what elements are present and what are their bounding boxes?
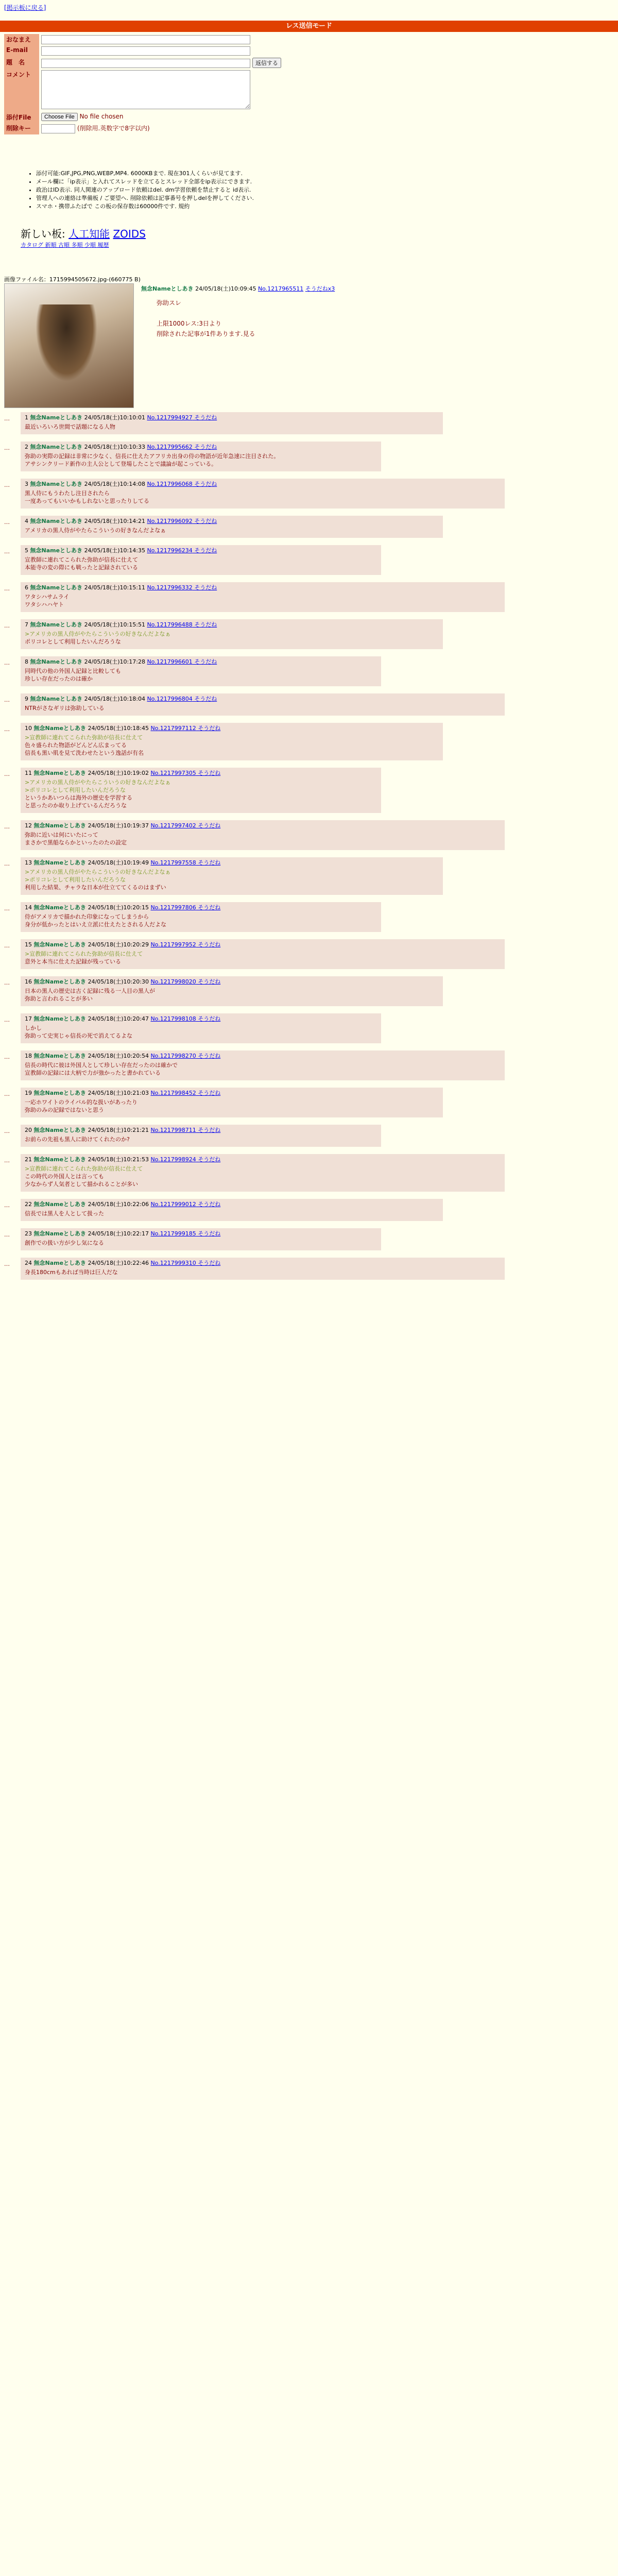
reply-post	[21, 902, 381, 932]
reply-number[interactable]: No.1217997558	[150, 859, 196, 866]
post-form	[4, 34, 396, 134]
reply-line: というかあいつらは海外の歴史を学習する	[25, 794, 132, 801]
sodane-button[interactable]: そうだね	[196, 978, 221, 985]
reply-number[interactable]: No.1217997806	[150, 904, 196, 911]
reply-date: 24/05/18(土)10:20:15	[88, 904, 151, 911]
reply-post	[21, 442, 381, 471]
reply-line: 信長では黒人を人として扱った	[25, 1210, 104, 1217]
op-name: 無念Nameとしあき	[141, 285, 194, 292]
reply-name: 無念Nameとしあき	[30, 584, 83, 591]
reply-name: 無念Nameとしあき	[30, 518, 83, 524]
reply-index: 7	[25, 621, 30, 628]
subject-input[interactable]	[41, 59, 250, 68]
reply-number[interactable]: No.1217996804	[147, 696, 193, 702]
reply-marker: …	[4, 445, 10, 451]
reply-post	[21, 516, 443, 538]
sodane-button[interactable]: そうだね	[192, 481, 217, 487]
reply-name: 無念Nameとしあき	[33, 1260, 87, 1266]
op-file-info: 画像ファイル名：1715994505672.jpg-(660775 B)	[4, 276, 141, 283]
reply-marker: …	[4, 942, 10, 949]
delkey-input[interactable]	[41, 124, 75, 133]
reply-date: 24/05/18(土)10:15:51	[84, 621, 147, 628]
reply-line: >アメリカの黒人侍がやたらこういうの好きなんだよなぁ	[25, 779, 171, 786]
reply-line: 身分が低かったとはいえ立派に仕えたとされる人だよな	[25, 921, 166, 928]
reply-marker: …	[4, 622, 10, 629]
reply-date: 24/05/18(土)10:21:53	[88, 1156, 151, 1163]
reply-date: 24/05/18(土)10:22:46	[88, 1260, 151, 1266]
reply-index: 12	[25, 822, 34, 829]
sodane-button[interactable]: そうだね	[196, 1015, 221, 1022]
reply-line: >宣教師に連れてこられた弥助が信長に仕えて	[25, 734, 143, 741]
reply-number[interactable]: No.1217999310	[150, 1260, 196, 1266]
mode-bar: レス送信モード	[0, 21, 618, 32]
reply-line: >ポリコレとして利用したいんだろうな	[25, 787, 126, 793]
comment-label: コメント	[4, 69, 39, 112]
op-line: 上限1000レス:3日より	[157, 320, 221, 327]
reply-date: 24/05/18(土)10:20:30	[88, 978, 151, 985]
reply-line: アサシンクリード新作の主人公として登場したことで議論が起こっている。	[25, 461, 217, 467]
reply-index: 5	[25, 547, 30, 554]
sodane-button[interactable]: そうだね	[196, 859, 221, 866]
reply-post	[21, 1258, 505, 1280]
reply-number[interactable]: No.1217996068	[147, 481, 193, 487]
op-line: 弥助スレ	[157, 299, 182, 307]
news-link-ai[interactable]: 人工知能	[68, 228, 110, 240]
reply-line: >アメリカの黒人侍がやたらこういうの好きなんだよなぁ	[25, 631, 171, 637]
reply-index: 13	[25, 859, 34, 866]
reply-name: 無念Nameとしあき	[33, 822, 87, 829]
reply-line: ワタシハサムライ	[25, 594, 70, 600]
op-date: 24/05/18(土)10:09:45	[195, 285, 256, 292]
reply-index: 22	[25, 1201, 34, 1208]
reply-number[interactable]: No.1217997952	[150, 941, 196, 948]
reply-index: 2	[25, 444, 30, 450]
reply-marker: …	[4, 860, 10, 867]
reply-marker: …	[4, 1261, 10, 1267]
sodane-button[interactable]: そうだね	[196, 770, 221, 776]
reply-number[interactable]: No.1217998020	[150, 978, 196, 985]
reply-line: 弥助に近いは何にいたにって	[25, 832, 98, 838]
op-line	[157, 308, 255, 318]
sodane-button[interactable]: そうだね	[192, 547, 217, 554]
op-number[interactable]: No.1217965511	[258, 285, 304, 292]
reply-date: 24/05/18(土)10:19:37	[88, 822, 151, 829]
reply-date: 24/05/18(土)10:10:33	[84, 444, 147, 450]
comment-textarea[interactable]	[41, 70, 250, 109]
reply-date: 24/05/18(土)10:20:54	[88, 1053, 151, 1059]
reply-name: 無念Nameとしあき	[33, 725, 87, 732]
reply-index: 8	[25, 658, 30, 665]
sodane-button[interactable]: そうだね	[196, 904, 221, 911]
subject-label: 題 名	[4, 57, 39, 69]
reply-line: 一応ホワイトのライバル的な扱いがあったり	[25, 1099, 138, 1106]
reply-name: 無念Nameとしあき	[33, 1127, 87, 1133]
reply-post	[21, 582, 505, 612]
reply-marker: …	[4, 979, 10, 986]
reply-index: 15	[25, 941, 34, 948]
reply-number[interactable]: No.1217998924	[150, 1156, 196, 1163]
sodane-button[interactable]: そうだね	[196, 1260, 221, 1266]
reply-name: 無念Nameとしあき	[33, 1201, 87, 1208]
reply-name: 無念Nameとしあき	[33, 1053, 87, 1059]
reply-line: アメリカの黒人侍がやたらこういうの好きなんだよなぁ	[25, 527, 166, 534]
sodane-button[interactable]: そうだね	[192, 658, 217, 665]
reply-number[interactable]: No.1217994927	[147, 414, 193, 421]
sodane-button[interactable]: そうだね	[192, 518, 217, 524]
reply-post	[21, 939, 505, 969]
reply-name: 無念Nameとしあき	[33, 1156, 87, 1163]
reply-marker: …	[4, 697, 10, 703]
reply-marker: …	[4, 1091, 10, 1097]
reply-line: 利用した結果、チャラな日本が仕立ててくるのはまずい	[25, 884, 166, 891]
reply-line: 弥助と言われることが多い	[25, 995, 93, 1002]
reply-post	[21, 1199, 443, 1221]
reply-line: ポリコレとして利用したいんだろうな	[25, 638, 121, 645]
sodane-button[interactable]: そうだね	[192, 584, 217, 591]
reply-name: 無念Nameとしあき	[33, 859, 87, 866]
reply-line: 弥助のみの記録ではないと思う	[25, 1107, 104, 1113]
reply-post	[21, 412, 443, 434]
email-input[interactable]	[41, 46, 250, 56]
reply-number[interactable]: No.1217996234	[147, 547, 193, 554]
sodane-button[interactable]: そうだね	[196, 725, 221, 732]
reply-line: 黒人侍にもうわたし注目されたら	[25, 490, 110, 497]
reply-post	[21, 656, 381, 686]
reply-line: 信長の時代に彼は外国人として珍しい存在だったのは確かで	[25, 1062, 178, 1069]
name-input[interactable]	[41, 35, 250, 44]
reply-marker: …	[4, 585, 10, 592]
reply-marker: …	[4, 1128, 10, 1134]
reply-index: 18	[25, 1053, 34, 1059]
reply-post	[21, 1125, 381, 1147]
rule-item: • 添付可能:GIF,JPG,PNG,WEBP,MP4. 6000KBまで. 現在301人くらいが見てます.	[36, 170, 254, 178]
submit-button[interactable]: 返信する	[252, 58, 281, 68]
email-label: E-mail	[4, 45, 39, 57]
reply-index: 20	[25, 1127, 34, 1133]
reply-marker: …	[4, 1202, 10, 1209]
reply-line: 弥助の実際の記録は非常に少なく、信長に仕えたアフリカ出身の侍の物語が近年急速に注目された。	[25, 453, 280, 460]
reply-post	[21, 693, 505, 716]
op-meta	[141, 284, 335, 293]
reply-post	[21, 723, 443, 760]
news-link-zoids[interactable]: ZOIDS	[113, 228, 146, 240]
reply-marker: …	[4, 1157, 10, 1164]
reply-name: 無念Nameとしあき	[33, 1015, 87, 1022]
reply-line: >ポリコレとして利用したいんだろうな	[25, 876, 126, 883]
reply-index: 9	[25, 696, 30, 702]
reply-marker: …	[4, 482, 10, 488]
reply-line: 弥助って史実じゃ信長の死で消えてるよな	[25, 1032, 132, 1039]
reply-name: 無念Nameとしあき	[33, 941, 87, 948]
catalog-links[interactable]: カタログ 新順 古順 多順 少順 履歴	[21, 242, 109, 248]
reply-name: 無念Nameとしあき	[30, 621, 83, 628]
reply-line: 珍しい存在だったのは確か	[25, 675, 93, 682]
reply-post	[21, 976, 443, 1006]
sodane-button[interactable]: そうだね	[196, 1156, 221, 1163]
reply-number[interactable]: No.1217998270	[150, 1053, 196, 1059]
reply-marker: …	[4, 771, 10, 777]
reply-date: 24/05/18(土)10:10:01	[84, 414, 147, 421]
reply-marker: …	[4, 905, 10, 912]
reply-index: 3	[25, 481, 30, 487]
reply-date: 24/05/18(土)10:14:21	[84, 518, 147, 524]
reply-date: 24/05/18(土)10:17:28	[84, 658, 147, 665]
reply-index: 10	[25, 725, 34, 732]
name-label: おなまえ	[4, 34, 39, 45]
reply-index: 17	[25, 1015, 34, 1022]
reply-line: 創作での扱い方が少し気になる	[25, 1240, 104, 1246]
reply-line: >宣教師に連れてこられた弥助が信長に仕えて	[25, 951, 143, 957]
reply-number[interactable]: No.1217995662	[147, 444, 193, 450]
reply-number[interactable]: No.1217997305	[150, 770, 196, 776]
reply-line: 意外と本当に仕えた記録が残っている	[25, 958, 121, 965]
reply-date: 24/05/18(土)10:22:17	[88, 1230, 151, 1237]
delkey-label: 削除キー	[4, 123, 39, 134]
reply-date: 24/05/18(土)10:21:03	[88, 1090, 151, 1096]
sodane-button[interactable]: そうだね	[196, 822, 221, 829]
reply-index: 21	[25, 1156, 34, 1163]
reply-post	[21, 857, 443, 895]
reply-line: >宣教師に連れてこられた弥助が信長に仕えて	[25, 1165, 143, 1172]
reply-line: 身長180cmもあれば当時は巨人だな	[25, 1269, 118, 1276]
reply-marker: …	[4, 823, 10, 830]
reply-name: 無念Nameとしあき	[33, 904, 87, 911]
reply-name: 無念Nameとしあき	[30, 444, 83, 450]
reply-date: 24/05/18(土)10:19:49	[88, 859, 151, 866]
delkey-note: (削除用.英数字で8字以内)	[77, 125, 150, 132]
reply-name: 無念Nameとしあき	[33, 1230, 87, 1237]
reply-name: 無念Nameとしあき	[33, 1090, 87, 1096]
reply-number[interactable]: No.1217996601	[147, 658, 193, 665]
reply-index: 16	[25, 978, 34, 985]
reply-post	[21, 768, 381, 813]
reply-line: 宣教師に連れてこられた弥助が信長に仕えて	[25, 556, 138, 563]
reply-index: 23	[25, 1230, 34, 1237]
reply-line: 最近いろいろ世間で話題になる人物	[25, 423, 115, 430]
sodane-button[interactable]: そうだね	[196, 1127, 221, 1133]
op-body	[157, 298, 255, 339]
board-rules	[15, 170, 254, 211]
rule-item: • メール欄に「ip表示」と入れてスレッドを立てるとスレッド全部をip表示にできます.	[36, 178, 254, 186]
reply-name: 無念Nameとしあき	[30, 481, 83, 487]
reply-number[interactable]: No.1217998108	[150, 1015, 196, 1022]
op-image[interactable]	[4, 283, 134, 408]
sodane-button[interactable]: そうだね	[192, 621, 217, 628]
reply-post	[21, 619, 443, 649]
reply-line: 信長も黒い肌を見て洗わせたという逸話が有名	[25, 750, 144, 756]
reply-post	[21, 1013, 381, 1043]
sodane-button[interactable]: そうだね	[196, 1230, 221, 1237]
reply-line: お前らの先祖も黒人に助けてくれたのか?	[25, 1136, 130, 1143]
reply-marker: …	[4, 659, 10, 666]
op-sodane[interactable]: そうだねx3	[305, 285, 335, 292]
reply-line: この時代の外国人とは言っても	[25, 1173, 104, 1180]
reply-marker: …	[4, 1231, 10, 1238]
op-line: 削除された記事が1件あります.見る	[157, 330, 255, 337]
reply-index: 1	[25, 414, 30, 421]
reply-line: >アメリカの黒人侍がやたらこういうの好きなんだよなぁ	[25, 869, 171, 875]
reply-number[interactable]: No.1217996092	[147, 518, 193, 524]
reply-post	[21, 1154, 505, 1192]
reply-date: 24/05/18(土)10:22:06	[88, 1201, 151, 1208]
reply-date: 24/05/18(土)10:19:02	[88, 770, 151, 776]
reply-date: 24/05/18(土)10:18:45	[88, 725, 151, 732]
sodane-button[interactable]: そうだね	[196, 1053, 221, 1059]
reply-index: 19	[25, 1090, 34, 1096]
reply-marker: …	[4, 415, 10, 422]
reply-marker: …	[4, 519, 10, 526]
reply-line: ワタシハハヤト	[25, 601, 64, 608]
reply-date: 24/05/18(土)10:20:47	[88, 1015, 151, 1022]
reply-index: 6	[25, 584, 30, 591]
reply-post	[21, 1088, 443, 1117]
op-post	[4, 275, 614, 337]
reply-date: 24/05/18(土)10:18:04	[84, 696, 147, 702]
reply-line: 宣教師の記録には大柄で力が強かったと書かれている	[25, 1070, 161, 1076]
sodane-button[interactable]: そうだね	[192, 414, 217, 421]
reply-line: NTRがさなギリは弥助している	[25, 705, 105, 711]
reply-number[interactable]: No.1217997112	[150, 725, 196, 732]
reply-number[interactable]: No.1217997402	[150, 822, 196, 829]
file-status: No file chosen	[79, 113, 124, 120]
reply-name: 無念Nameとしあき	[30, 547, 83, 554]
sodane-button[interactable]: そうだね	[192, 696, 217, 702]
reply-name: 無念Nameとしあき	[30, 658, 83, 665]
reply-line: まさかで黒船ならかといったのたの設定	[25, 839, 127, 846]
back-to-board-link[interactable]: [掲示板に戻る]	[4, 4, 46, 11]
reply-line: 一度あってもいいかもしれないと思ったりしてる	[25, 498, 149, 504]
reply-number[interactable]: No.1217998711	[150, 1127, 196, 1133]
reply-line: 少なからず人気者として描かれることが多い	[25, 1181, 138, 1188]
rule-item: • 管理人への連絡は準備板 / ご要望へ. 削除依頼は記事番号を押しdelを押してください.	[36, 194, 254, 202]
reply-marker: …	[4, 1016, 10, 1023]
choose-file-button[interactable]: Choose File	[41, 113, 78, 121]
reply-number[interactable]: No.1217999185	[150, 1230, 196, 1237]
reply-line: と思ったのか取り上げているんだろうな	[25, 802, 127, 809]
reply-post	[21, 820, 505, 850]
file-label: 添付File	[4, 112, 39, 123]
reply-name: 無念Nameとしあき	[30, 696, 83, 702]
rule-item: • スマホ・携帯ふたばで この板の保存数は60000件です. 規約	[36, 202, 254, 211]
reply-name: 無念Nameとしあき	[33, 978, 87, 985]
reply-date: 24/05/18(土)10:14:35	[84, 547, 147, 554]
reply-line: 侍がアメリカで描かれた印象になってしまうから	[25, 913, 149, 920]
reply-name: 無念Nameとしあき	[33, 770, 87, 776]
reply-line: 同時代の他の外国人記録と比較しても	[25, 668, 121, 674]
sodane-button[interactable]: そうだね	[192, 444, 217, 450]
reply-date: 24/05/18(土)10:15:11	[84, 584, 147, 591]
reply-line: 日本の黒人の歴史は古く記録に残る一人目の黒人が	[25, 988, 155, 994]
reply-index: 24	[25, 1260, 34, 1266]
reply-line: 本能寺の変の際にも戦ったと記録されている	[25, 564, 138, 571]
reply-number[interactable]: No.1217999012	[150, 1201, 196, 1208]
reply-marker: …	[4, 1054, 10, 1060]
reply-number[interactable]: No.1217996488	[147, 621, 193, 628]
reply-date: 24/05/18(土)10:21:21	[88, 1127, 151, 1133]
sodane-button[interactable]: そうだね	[196, 1090, 221, 1096]
reply-post	[21, 545, 381, 575]
reply-marker: …	[4, 548, 10, 555]
reply-name: 無念Nameとしあき	[30, 414, 83, 421]
reply-date: 24/05/18(土)10:14:08	[84, 481, 147, 487]
sodane-button[interactable]: そうだね	[196, 941, 221, 948]
reply-index: 11	[25, 770, 34, 776]
reply-date: 24/05/18(土)10:20:29	[88, 941, 151, 948]
rule-item: • 政治はID表示. 同人関連のアップロード依頼はdel. dm学習依頼を禁止すると id表示.	[36, 186, 254, 194]
news-label: 新しい板:	[21, 228, 65, 240]
reply-number[interactable]: No.1217998452	[150, 1090, 196, 1096]
reply-line: 色々盛られた物語がどんどん広まってる	[25, 742, 127, 749]
reply-post	[21, 1050, 505, 1080]
reply-line: しかし	[25, 1025, 42, 1031]
reply-index: 14	[25, 904, 34, 911]
sodane-button[interactable]: そうだね	[196, 1201, 221, 1208]
news-banner	[21, 226, 146, 249]
reply-index: 4	[25, 518, 30, 524]
reply-number[interactable]: No.1217996332	[147, 584, 193, 591]
reply-marker: …	[4, 726, 10, 733]
reply-post	[21, 1228, 381, 1250]
reply-post	[21, 479, 505, 509]
